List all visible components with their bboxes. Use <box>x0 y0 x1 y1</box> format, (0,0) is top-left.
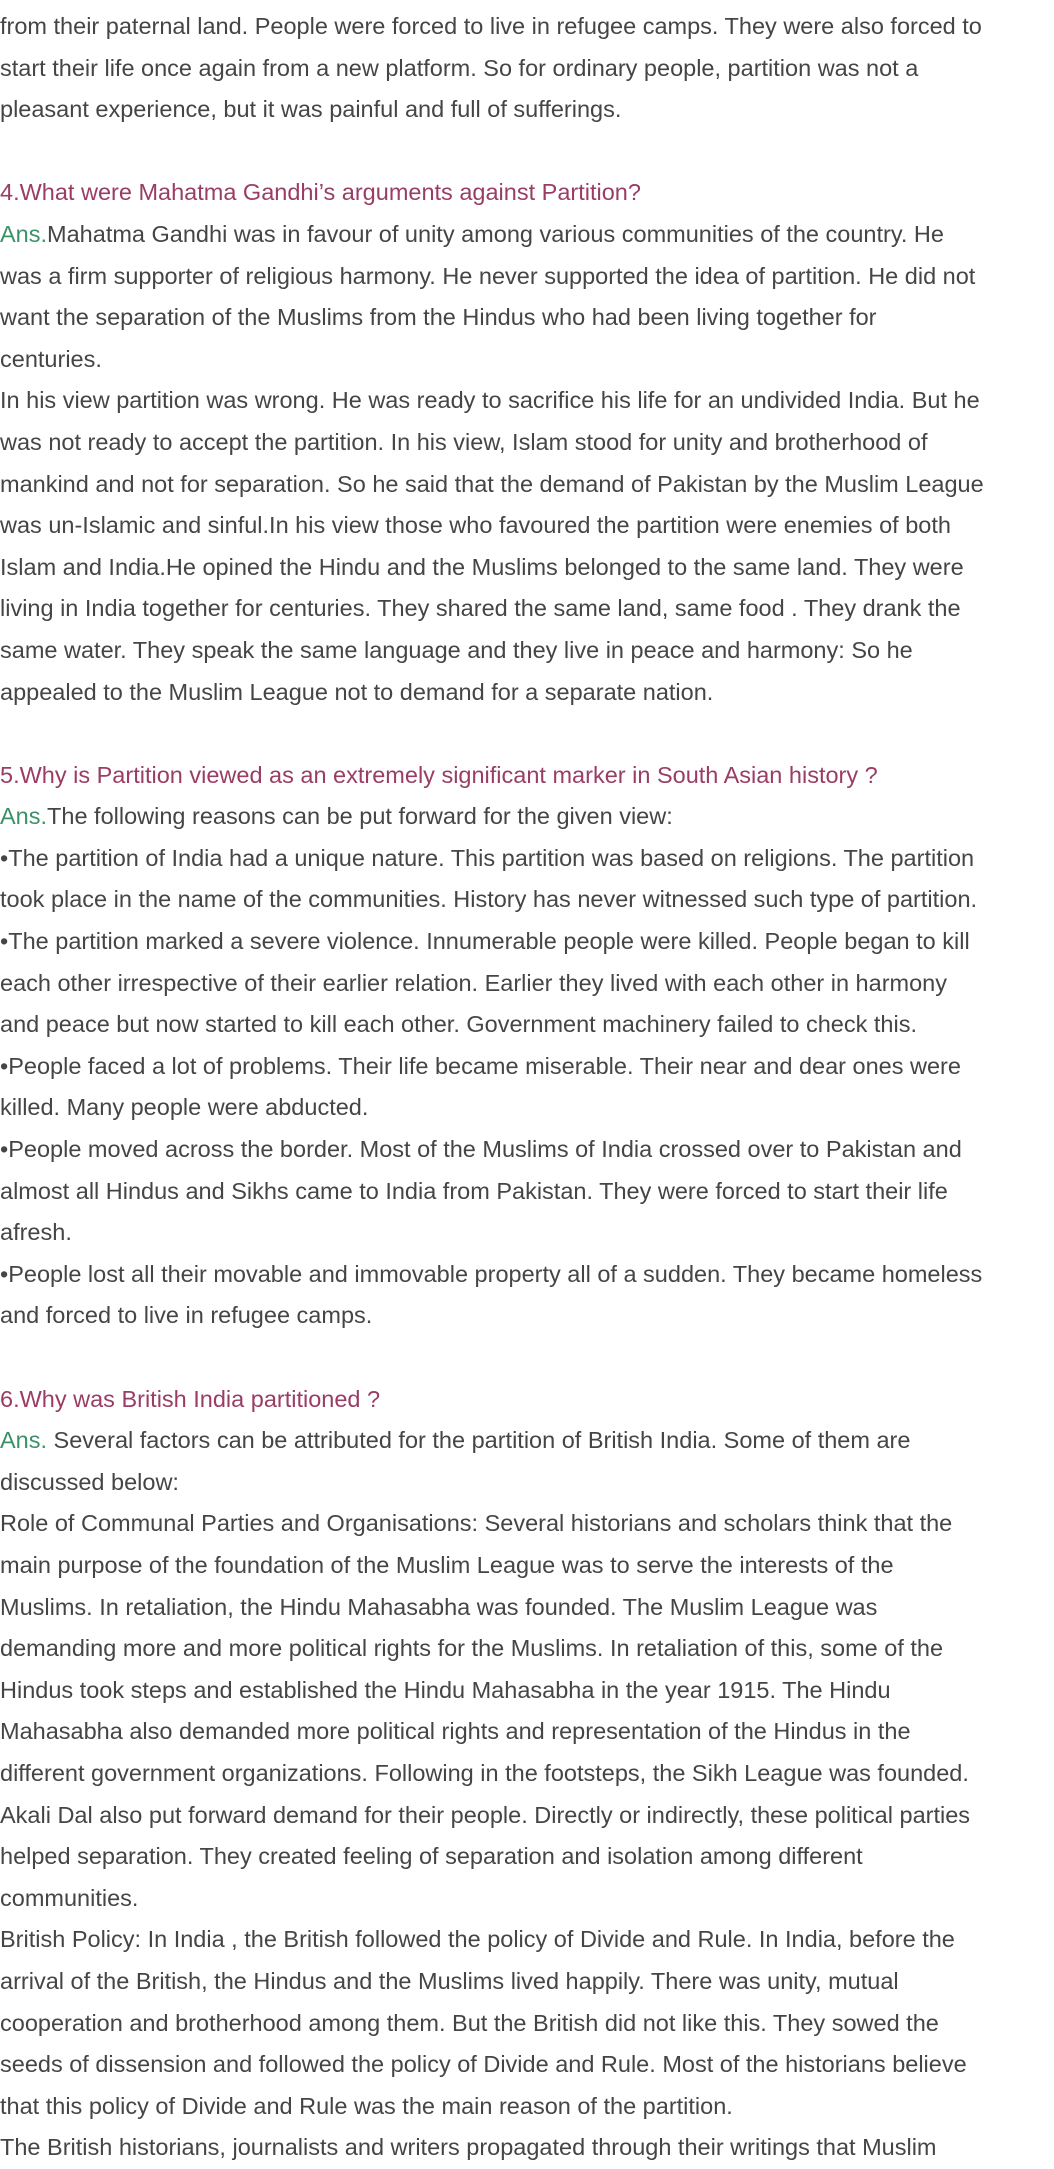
text-line: from their paternal land. People were forced to live in refugee camps. They were also forced to <box>0 13 982 39</box>
text-line: Muslims. In retaliation, the Hindu Mahasabha was founded. The Muslim League was <box>0 1593 878 1620</box>
document-page <box>0 6 1054 2169</box>
text-line: Mahasabha also demanded more political rights and representation of the Hindus in the <box>0 1718 911 1745</box>
intro-paragraph <box>0 6 1054 131</box>
text-line: and forced to live in refugee camps. <box>0 1302 373 1329</box>
text-line: was not ready to accept the partition. In his view, Islam stood for unity and brotherhood of <box>0 428 928 455</box>
text-line: discussed below: <box>0 1468 179 1495</box>
text-line: appealed to the Muslim League not to demand for a separate nation. <box>0 678 714 705</box>
paragraph-gap <box>0 131 1054 173</box>
question-5-heading: 5.Why is Partition viewed as an extremely significant marker in South Asian history ? <box>0 761 878 788</box>
text-line: main purpose of the foundation of the Muslim League was to serve the interests of the <box>0 1551 894 1578</box>
question-4-section <box>0 172 1054 713</box>
text-line: cooperation and brotherhood among them. But the British did not like this. They sowed the <box>0 2009 939 2036</box>
text-line: that this policy of Divide and Rule was the main reason of the partition. <box>0 2092 733 2119</box>
text-line: took place in the name of the communities. History has never witnessed such type of partition. <box>0 886 978 913</box>
text-line: pleasant experience, but it was painful and full of sufferings. <box>0 96 622 123</box>
text-line: same water. They speak the same language and they live in peace and harmony: So he <box>0 636 913 663</box>
question-5-section <box>0 755 1054 1337</box>
text-line: British Policy: In India , the British followed the policy of Divide and Rule. In India, before the <box>0 1926 955 1953</box>
text-line: •People faced a lot of problems. Their life became miserable. Their near and dear ones were <box>0 1052 961 1079</box>
text-line: •The partition marked a severe violence. Innumerable people were killed. People began to kill <box>0 928 970 955</box>
text-line: killed. Many people were abducted. <box>0 1094 369 1121</box>
text-line: helped separation. They created feeling of separation and isolation among different <box>0 1843 863 1870</box>
text-line: almost all Hindus and Sikhs came to India from Pakistan. They were forced to start their life <box>0 1177 948 1204</box>
text-line: In his view partition was wrong. He was ready to sacrifice his life for an undivided India. But he <box>0 387 980 414</box>
paragraph-gap <box>0 1337 1054 1379</box>
answer-label: Ans. <box>0 803 48 830</box>
text-line: Akali Dal also put forward demand for their people. Directly or indirectly, these political parties <box>0 1801 971 1828</box>
answer-first-line <box>0 796 1054 838</box>
answer-text: Several factors can be attributed for the partition of British India. Some of them are <box>47 1427 911 1454</box>
text-line: The British historians, journalists and writers propagated through their writings that Muslim <box>0 2134 937 2161</box>
text-line: •People moved across the border. Most of the Muslims of India crossed over to Pakistan and <box>0 1136 962 1163</box>
text-line: centuries. <box>0 345 102 372</box>
text-line: living in India together for centuries. They shared the same land, same food . They drank the <box>0 595 961 622</box>
question-6-section <box>0 1379 1054 2169</box>
text-line: demanding more and more political rights for the Muslims. In retaliation of this, some of the <box>0 1635 944 1662</box>
question-6-heading: 6.Why was British India partitioned ? <box>0 1385 381 1412</box>
question-4-heading: 4.What were Mahatma Gandhi’s arguments against Partition? <box>0 179 641 206</box>
answer-first-line <box>0 214 1054 256</box>
text-line: start their life once again from a new platform. So for ordinary people, partition was not a <box>0 54 919 81</box>
text-line: •People lost all their movable and immovable property all of a sudden. They became homeless <box>0 1260 983 1287</box>
text-line: was un-Islamic and sinful.In his view those who favoured the partition were enemies of both <box>0 512 951 539</box>
text-line: Hindus took steps and established the Hindu Mahasabha in the year 1915. The Hindu <box>0 1676 891 1703</box>
text-line: different government organizations. Following in the footsteps, the Sikh League was founded. <box>0 1759 969 1786</box>
paragraph-gap <box>0 713 1054 755</box>
answer-label: Ans. <box>0 220 48 247</box>
text-line: arrival of the British, the Hindus and the Muslims lived happily. There was unity, mutual <box>0 1967 899 1994</box>
text-line: •The partition of India had a unique nature. This partition was based on religions. The partition <box>0 844 975 871</box>
text-line: Islam and India.He opined the Hindu and the Muslims belonged to the same land. They were <box>0 553 964 580</box>
text-line: was a firm supporter of religious harmony. He never supported the idea of partition. He did not <box>0 262 976 289</box>
answer-text: The following reasons can be put forward for the given view: <box>47 803 673 830</box>
text-line: each other irrespective of their earlier relation. Earlier they lived with each other in harmony <box>0 969 947 996</box>
text-line: mankind and not for separation. So he said that the demand of Pakistan by the Muslim League <box>0 470 984 497</box>
text-line: want the separation of the Muslims from the Hindus who had been living together for <box>0 304 877 331</box>
answer-first-line <box>0 1420 1054 1462</box>
text-line: afresh. <box>0 1219 72 1246</box>
answer-label: Ans. <box>0 1427 48 1454</box>
text-line: communities. <box>0 1884 139 1911</box>
text-line: Role of Communal Parties and Organisations: Several historians and scholars think that the <box>0 1510 953 1537</box>
text-line: seeds of dissension and followed the policy of Divide and Rule. Most of the historians believe <box>0 2051 967 2078</box>
text-line: and peace but now started to kill each other. Government machinery failed to check this. <box>0 1011 918 1038</box>
answer-text: Mahatma Gandhi was in favour of unity among various communities of the country. He <box>47 220 944 247</box>
